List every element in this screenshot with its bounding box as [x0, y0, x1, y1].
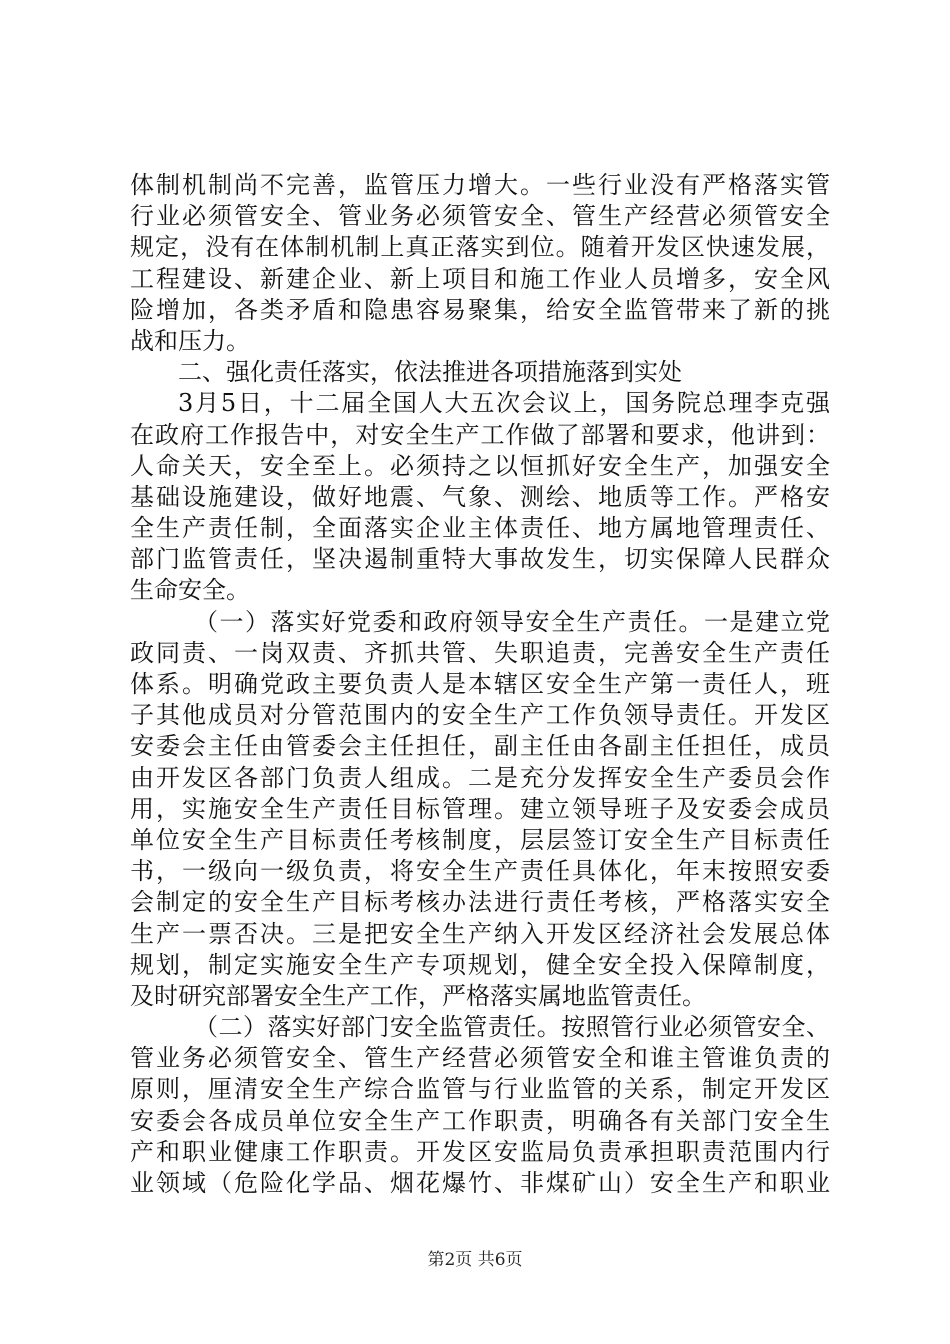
text-line: 生产一票否决。三是把安全生产纳入开发区经济社会发展总体 [130, 919, 830, 948]
text-line: 子其他成员对分管范围内的安全生产工作负领导责任。开发区 [130, 701, 830, 730]
text-line: 规划，制定实施安全生产专项规划，健全安全投入保障制度， [130, 950, 830, 979]
text-line: 书，一级向一级负责，将安全生产责任具体化，年末按照安委 [130, 857, 830, 886]
text-line: 3月5日，十二届全国人大五次会议上，国务院总理李克强 [178, 389, 830, 418]
text-line: 管业务必须管安全、管生产经营必须管安全和谁主管谁负责的 [130, 1044, 830, 1073]
text-line: 险增加，各类矛盾和隐患容易聚集，给安全监管带来了新的挑 [130, 295, 830, 324]
text-line: 部门监管责任，坚决遏制重特大事故发生，切实保障人民群众 [130, 545, 830, 574]
text-line: 在政府工作报告中，对安全生产工作做了部署和要求，他讲到： [130, 420, 830, 449]
text-line: 全生产责任制，全面落实企业主体责任、地方属地管理责任、 [130, 514, 830, 543]
text-line: 战和压力。 [130, 326, 250, 355]
text-line: 单位安全生产目标责任考核制度，层层签订安全生产目标责任 [130, 825, 830, 854]
section-heading: 二、强化责任落实，依法推进各项措施落到实处 [178, 358, 682, 387]
document-body [130, 170, 830, 1199]
text-line: 会制定的安全生产目标考核办法进行责任考核，严格落实安全 [130, 888, 830, 917]
text-line: 政同责、一岗双责、齐抓共管、失职追责，完善安全生产责任 [130, 638, 830, 667]
text-line: 体系。明确党政主要负责人是本辖区安全生产第一责任人，班 [130, 670, 830, 698]
text-line: 安委会各成员单位安全生产工作职责，明确各有关部门安全生 [130, 1106, 830, 1135]
text-line: 原则，厘清安全生产综合监管与行业监管的关系，制定开发区 [130, 1075, 830, 1104]
text-line: 工程建设、新建企业、新上项目和施工作业人员增多，安全风 [130, 264, 830, 293]
text-line: 行业必须管安全、管业务必须管安全、管生产经营必须管安全 [130, 202, 830, 231]
text-line: 规定，没有在体制机制上真正落实到位。随着开发区快速发展， [130, 233, 830, 262]
text-line: 体制机制尚不完善，监管压力增大。一些行业没有严格落实管 [130, 171, 830, 199]
text-line: 生命安全。 [130, 576, 250, 605]
text-line: 产和职业健康工作职责。开发区安监局负责承担职责范围内行 [130, 1137, 830, 1166]
text-line: 人命关天，安全至上。必须持之以恒抓好安全生产，加强安全 [130, 451, 830, 480]
page-footer: 第2页 共6页 [427, 1250, 523, 1270]
text-line: 安委会主任由管委会主任担任，副主任由各副主任担任，成员 [130, 732, 830, 761]
text-line: 及时研究部署安全生产工作，严格落实属地监管责任。 [130, 981, 706, 1010]
text-line: 由开发区各部门负责人组成。二是充分发挥安全生产委员会作 [130, 763, 830, 792]
subsection-first-line: （一）落实好党委和政府领导安全生产责任。一是建立党 [194, 607, 830, 636]
text-line: 用，实施安全生产责任目标管理。建立领导班子及安委会成员 [130, 794, 830, 823]
subsection-first-line: （二）落实好部门安全监管责任。按照管行业必须管安全、 [194, 1013, 830, 1042]
text-line: 业领域（危险化学品、烟花爆竹、非煤矿山）安全生产和职业 [130, 1169, 830, 1197]
text-line: 基础设施建设，做好地震、气象、测绘、地质等工作。严格安 [130, 482, 830, 511]
